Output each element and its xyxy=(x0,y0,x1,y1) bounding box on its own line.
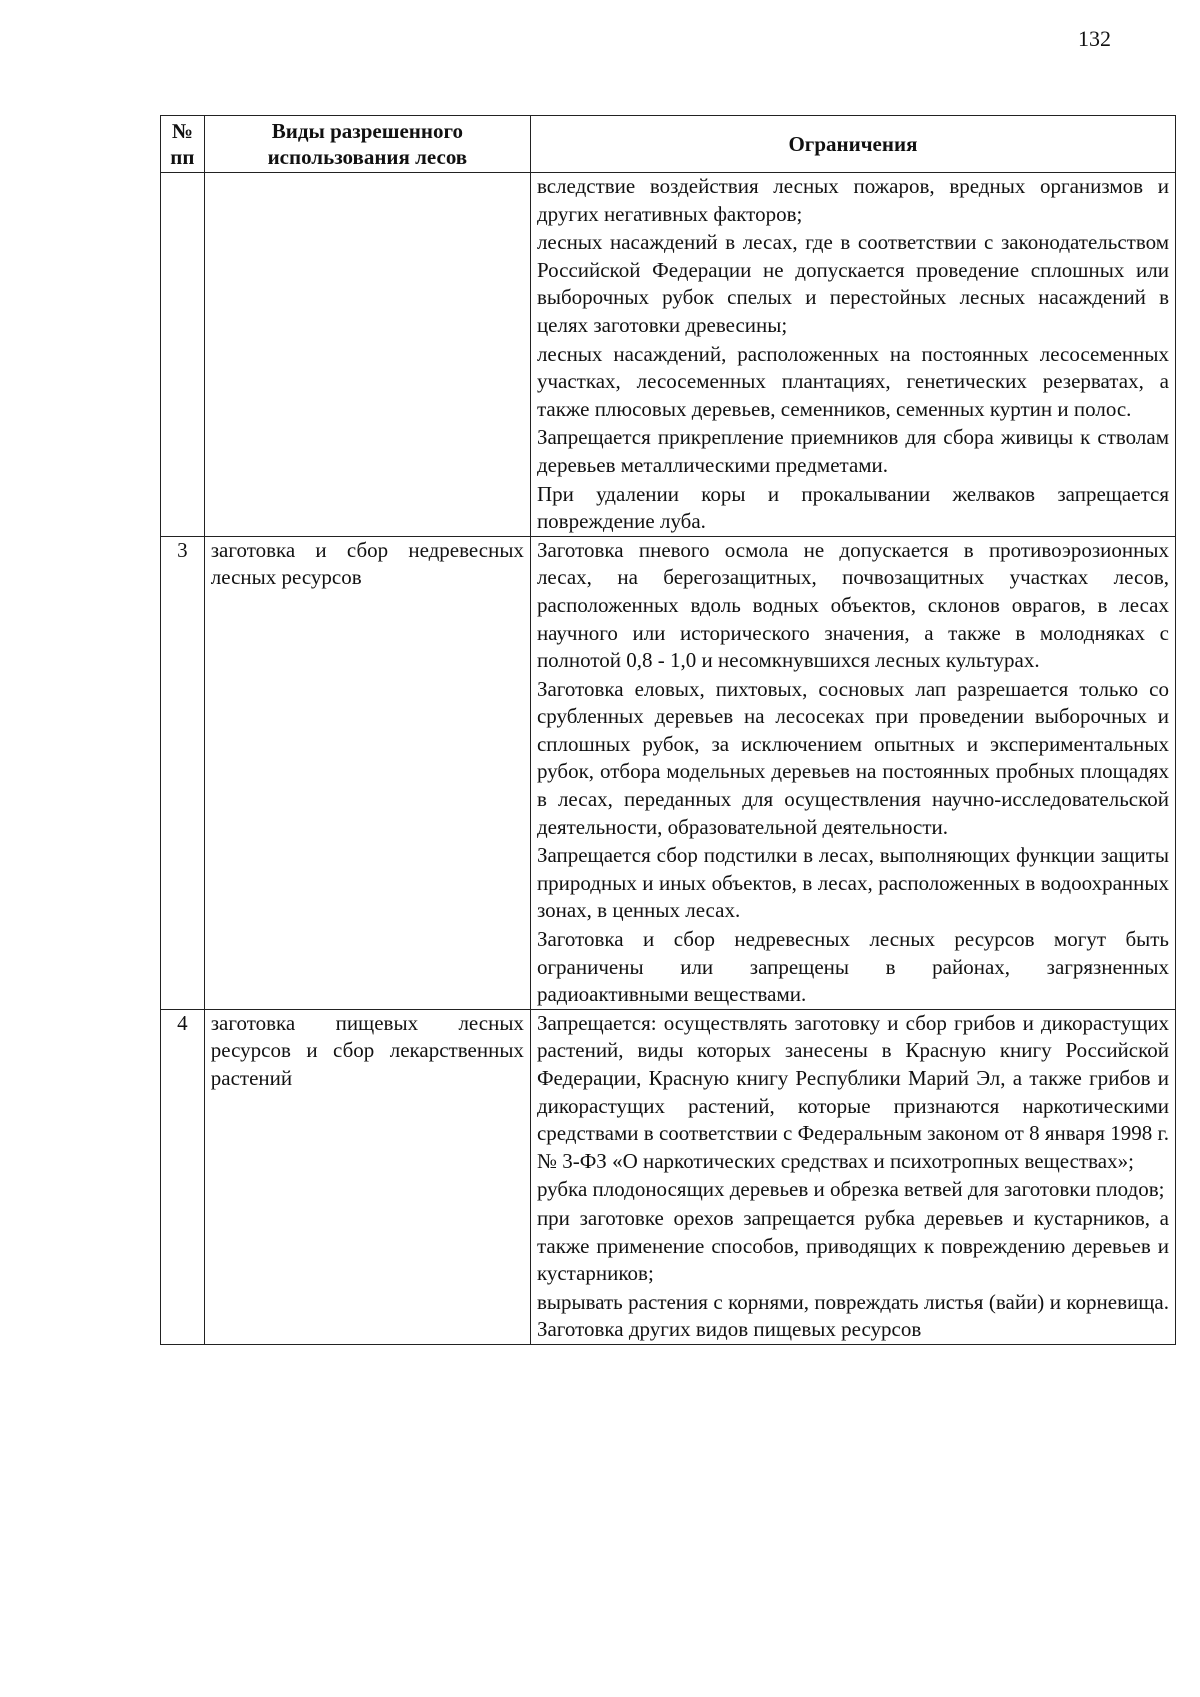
restriction-paragraph: рубка плодоносящих деревьев и обрезка ветвей для заготовки плодов; xyxy=(536,1177,1165,1202)
restriction-paragraph: вследствие воздействия лесных пожаров, вредных организмов и других негативных факторов; xyxy=(536,174,1169,226)
restriction-paragraph: при заготовке орехов запрещается рубка деревьев и кустарников, а также применение способов, приводящих к повреждению деревьев и кустарников; xyxy=(536,1205,1169,1286)
restriction-paragraph: Запрещается сбор подстилки в лесах, выполняющих функции защиты природных и иных объектов, в лесах, расположенных в водоохранных зонах, в ценных лесах. xyxy=(536,843,1169,923)
row-restrictions xyxy=(530,173,1175,537)
row-usage-kind: заготовка пищевых лесных ресурсов и сбор лекарственных растений xyxy=(204,1009,530,1344)
page-number: 132 xyxy=(1078,26,1111,51)
header-number: № пп xyxy=(161,116,205,173)
restriction-paragraph: Заготовка еловых, пихтовых, сосновых лап разрешается только со срубленных деревьев на лесосеках при проведении выборочных и сплошных рубок, за исключением опытных и экспериментальных рубок, отбора модельных деревьев на постоянных пробных площадях в лесах, переданных для осуществления научно-исследовательской деятельности, образовательной деятельности. xyxy=(536,676,1169,839)
row-number: 3 xyxy=(161,536,205,1009)
restriction-paragraph: Заготовка пневого осмола не допускается в противоэрозионных лесах, на берегозащитных, почвозащитных участках лесов, расположенных вдоль водных объектов, склонов оврагов, в лесах научного или исторического значения, а также в молодняках с полнотой 0,8 - 1,0 и несомкнувшихся лесных культурах. xyxy=(536,537,1169,673)
restriction-paragraph: лесных насаждений, расположенных на постоянных лесосеменных участках, лесосеменных плантациях, генетических резерватах, а также плюсовых деревьев, семенников, семенных куртин и полос. xyxy=(536,341,1169,421)
row-usage-kind xyxy=(204,173,530,537)
row-number xyxy=(161,173,205,537)
header-usage-kind: Виды разрешенного использования лесов xyxy=(204,116,530,173)
table-row xyxy=(161,1009,1176,1344)
restriction-paragraph: Запрещается прикрепление приемников для сбора живицы к стволам деревьев металлическими предметами. xyxy=(536,425,1169,477)
header-restrictions: Ограничения xyxy=(530,116,1175,173)
restrictions-table xyxy=(160,115,1176,1345)
restriction-paragraph: Заготовка и сбор недревесных лесных ресурсов могут быть ограничены или запрещены в районах, загрязненных радиоактивными веществами. xyxy=(536,927,1169,1007)
row-usage-kind: заготовка и сбор недревесных лесных ресурсов xyxy=(204,536,530,1009)
restriction-paragraph: вырывать растения с корнями, повреждать листья (вайи) и корневища. Заготовка других видов пищевых ресурсов xyxy=(536,1289,1169,1342)
row-restrictions xyxy=(530,536,1175,1009)
table-header-row xyxy=(161,116,1176,173)
row-restrictions xyxy=(530,1009,1175,1344)
table-row xyxy=(161,536,1176,1009)
restriction-paragraph: лесных насаждений в лесах, где в соответствии с законодательством Российской Федерации не допускается проведение сплошных или выборочных рубок спелых и перестойных лесных насаждений в целях заготовки древесины; xyxy=(536,230,1169,337)
row-number: 4 xyxy=(161,1009,205,1344)
restriction-paragraph: Запрещается: осуществлять заготовку и сбор грибов и дикорастущих растений, виды которых занесены в Красную книгу Российской Федерации, Красную книгу Республики Марий Эл, а также грибов и дикорастущих растений, которые признаются наркотическими средствами в соответствии с Федеральным законом от 8 января 1998 г. № 3-ФЗ «О наркотических средствах и психотропных веществах»; xyxy=(536,1010,1169,1173)
restriction-paragraph: При удалении коры и прокалывании желваков запрещается повреждение луба. xyxy=(536,481,1169,534)
table-row xyxy=(161,173,1176,537)
